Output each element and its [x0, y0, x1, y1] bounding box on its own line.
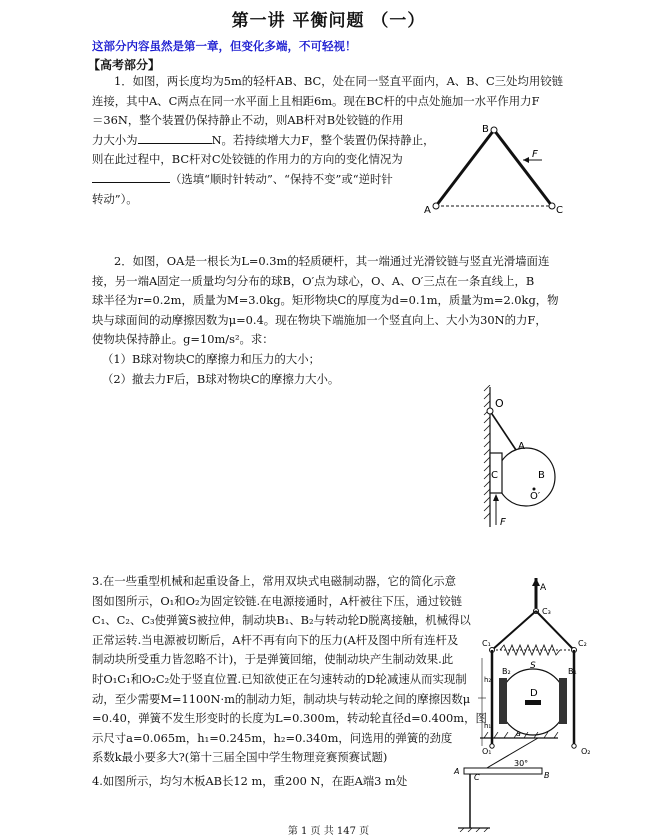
q3-line: 时O₁C₁和O₂C₂处于竖直位置.已知欲使正在匀速转动的D轮减速从而实现制 [92, 671, 467, 686]
label-O: O [495, 397, 504, 410]
figure-q4 [450, 732, 562, 832]
q3-line: 动，至少需要M=1100N·m的制动力矩，制动块与转动轮之间的摩擦因数μ [92, 691, 471, 706]
label-C: C [474, 773, 480, 782]
label-O-prime: O′ [530, 491, 541, 502]
label-C3: C₃ [542, 607, 551, 616]
question-2 [92, 252, 572, 389]
q2-line: 块与球面间的动摩擦因数为μ=0.4。现在物块下端施加一个竖直向上、大小为30N的力F， [92, 312, 547, 327]
label-C2: C₂ [578, 639, 587, 648]
label-O1: O₁ [482, 747, 492, 756]
page-footer: 第 1 页 共 147 页 [287, 826, 370, 837]
label-A: A [540, 583, 547, 593]
q3-line: 系数k最小要多大?(第十三届全国中学生物理竞赛预赛试题) [92, 750, 388, 765]
figure-q1 [420, 120, 570, 220]
q1-line: 则在此过程中，BC杆对C处铰链的作用力的方向的变化情况为 [92, 152, 403, 167]
q1-line: 转动”）。 [92, 191, 138, 206]
label-F: F [500, 517, 506, 528]
label-A: A [518, 441, 525, 452]
q2-line: 使物块保持静止。g=10m/s²。求： [92, 332, 274, 347]
intro-note: 这部分内容虽然是第一章，但变化多端，不可轻视！ [92, 39, 357, 53]
q3-line: =0.40，弹簧不发生形变时的长度为L=0.300m，转动轮直径d=0.400m，图 [92, 711, 487, 726]
label-a: a [516, 729, 521, 738]
q1-line: 连接，其中A、C两点在同一水平面上且相距6m。现在BC杆的中点处施加一水平作用力F [92, 93, 540, 108]
q3-line: 制动块所受重力皆忽略不计)，于是弹簧回缩，使制动块产生制动效果.此 [92, 652, 454, 667]
label-B: B [482, 124, 489, 135]
figure-q2 [470, 385, 580, 530]
label-B1: B₁ [568, 667, 577, 676]
q3-line: 图如图所示，O₁和O₂为固定铰链.在电源接通时，A杆被往下压，通过铰链 [92, 593, 462, 608]
label-h2: h₂ [484, 676, 492, 684]
q3-line: 示尺寸a=0.065m，h₁=0.245m，h₂=0.340m，问选用的弹簧的劲度 [92, 730, 453, 745]
label-C: C [556, 205, 563, 216]
label-A: A [424, 205, 431, 216]
q2-subquestion-1: （1）B球对物块C的摩擦力和压力的大小； [102, 351, 320, 366]
label-D: D [530, 688, 538, 699]
q1-line: 1．如图，两长度均为5m的轻杆AB、BC，处在同一竖直平面内，A、B、C三处均用铰链 [114, 74, 564, 88]
q1-text: （选填“顺时针转动”、“保持不变”或“逆时针 [170, 171, 393, 186]
q2-line: 接，另一端A固定一质量均匀分布的球B，O′点为球心，O、A、O′三点在一条直线上，B [92, 273, 535, 288]
q1-line: ＝36N，整个装置仍保持静止不动，则AB杆对B处铰链的作用 [92, 113, 404, 128]
q2-subquestion-2: （2）撤去力F后，B球对物块C的摩擦力大小。 [102, 371, 340, 386]
q1-text: 力大小为 [92, 132, 138, 147]
label-C: C [491, 470, 498, 481]
answer-blank[interactable] [138, 131, 212, 144]
question-3 [92, 572, 490, 768]
q3-line: 正常运转.当电源被切断后，A杆不再有向下的压力(A杆及图中所有连杆及 [92, 632, 459, 647]
label-B2: B₂ [502, 667, 511, 676]
label-C1: C₁ [482, 639, 491, 648]
label-F: F [532, 149, 538, 160]
label-B: B [538, 470, 545, 481]
q3-line: C₁、C₂、C₃使弹簧S被拉伸，制动块B₁、B₂与转动轮D脱离接触，机械得以 [92, 613, 471, 628]
q1-text: N。若持续增大力F，整个装置仍保持静止， [211, 132, 435, 147]
label-O2: O₂ [581, 747, 591, 756]
page-title: 第一讲 平衡问题 （一） [231, 11, 426, 31]
label-S: S [530, 661, 536, 671]
figure-q3 [478, 578, 600, 756]
label-B: B [544, 771, 550, 780]
q2-line: 球半径为r=0.2m，质量为M=3.0kg。矩形物块C的厚度为d=0.1m，质量为m=2.0kg，物 [92, 293, 559, 308]
q4-line: 4.如图所示，均匀木板AB长12 m，重200 N，在距A端3 m处 [92, 774, 408, 788]
q3-line: 3.在一些重型机械和起重设备上，常用双块式电磁制动器，它的简化示意 [92, 574, 456, 588]
section-label: 【高考部分】 [88, 58, 161, 72]
question-4 [92, 772, 452, 792]
answer-blank[interactable] [92, 170, 170, 183]
q2-line: 2．如图，OA是一根长为L=0.3m的轻质硬杆，其一端通过光滑铰链与竖直光滑墙面连 [114, 254, 550, 268]
label-h1: h₁ [484, 722, 492, 730]
label-angle: 30° [514, 759, 529, 768]
label-A: A [454, 767, 460, 776]
